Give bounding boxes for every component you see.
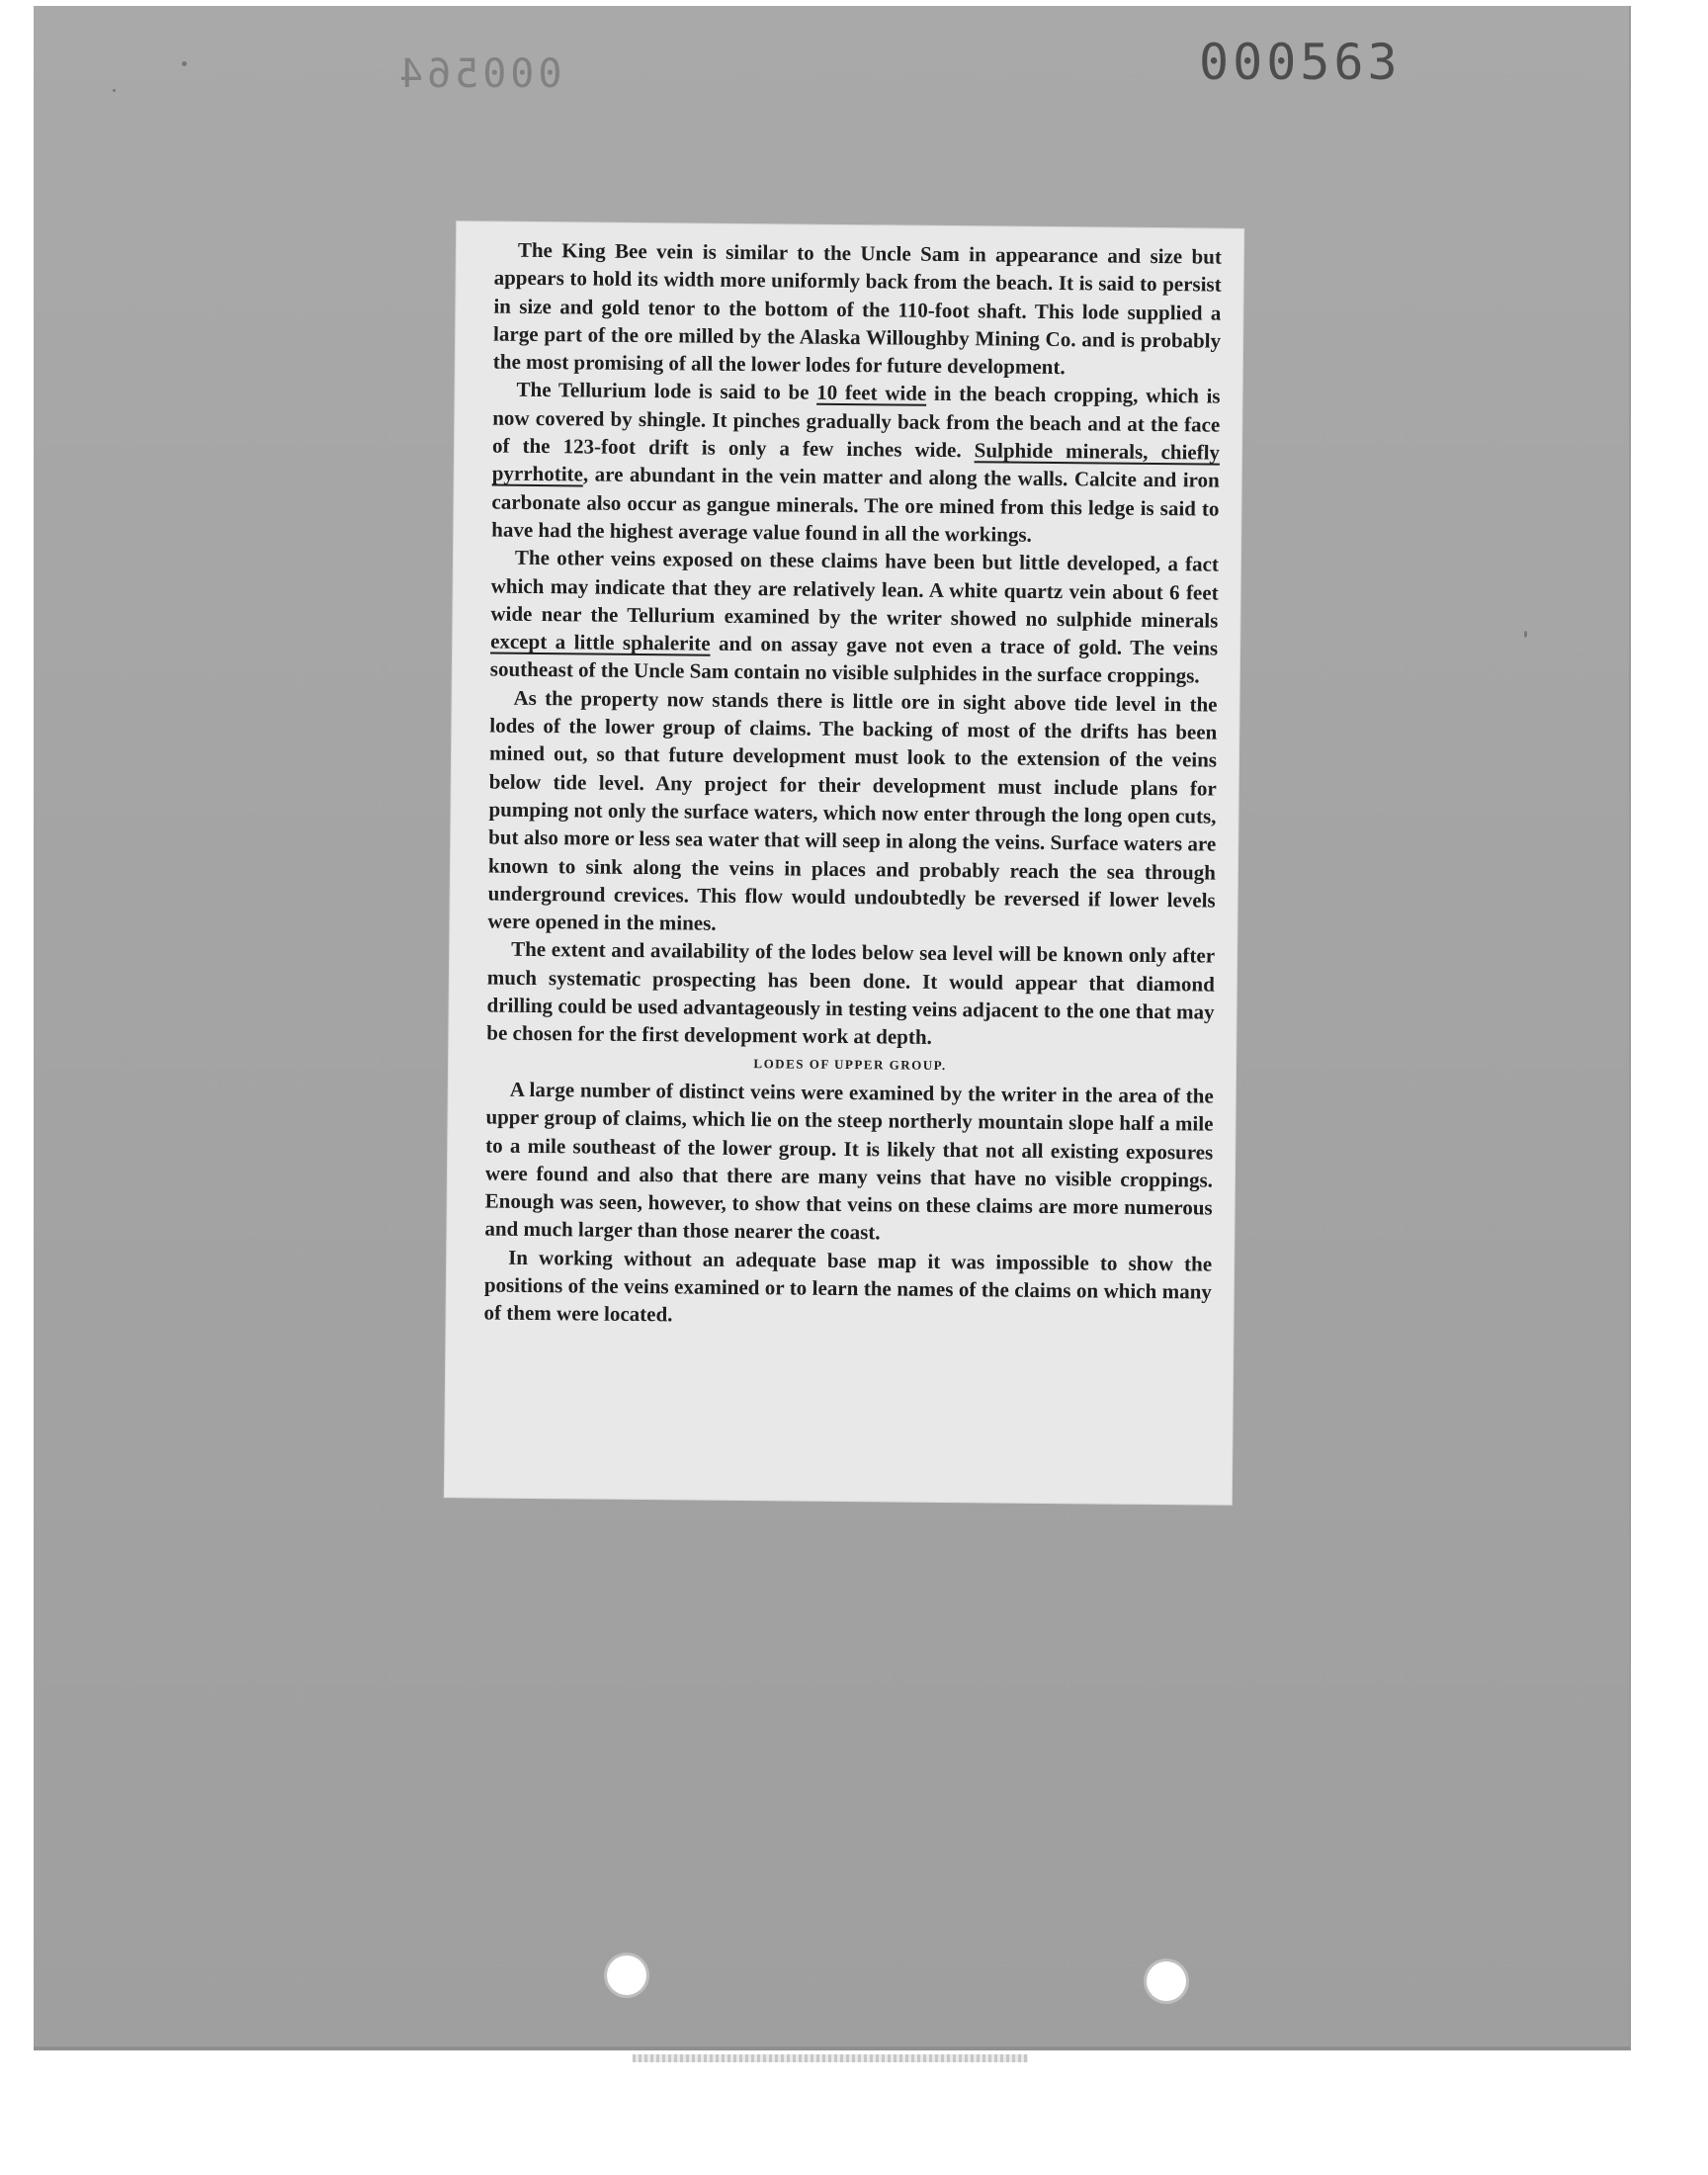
paragraph-group-upper-lodes <box>483 1075 1213 1334</box>
printed-clipping <box>445 221 1243 1505</box>
paragraph <box>483 1243 1212 1334</box>
paragraph <box>493 236 1222 384</box>
text-run: The King Bee vein is similar to the Uncle Sam in appearance and size but appears to hold its width more uniformly back from the beach. It is said to persist in size and gold tenor to the bottom of the 110-foot shaft. This lode supplied a large part of the ore milled by the Alaska Willoughby Mining Co. and is probably the most promising of all the lower lodes for future development. <box>492 237 1223 380</box>
text-run: , are abundant in the vein matter and along the walls. Calcite and iron carbonate also occur as gangue minerals. The ore mined from this ledge is said to have had the highest average value found in all the workings. <box>491 462 1220 547</box>
punch-hole-left <box>607 1956 646 1995</box>
text-run: As the property now stands there is little ore in sight above tide level in the lodes of the lower group of claims. The backing of most of the drifts has been mined out, so that future development must look to the extension of the veins below tide level. Any project for their development must include plans for pumping not only the surface waters, which now enter through the long open cuts, but also more or less sea water that will seep in along the veins. Surface waters are known to sink along the veins in places and probably reach the sea through underground crevices. This flow would undoubtedly be reversed if lower levels were opened in the mines. <box>487 685 1218 935</box>
text-run: in the beach cropping, which is now covered by shingle. It pinches gradually back from the beach and at the face of the 123-foot drift is only a few inches wide. <box>491 382 1221 463</box>
scan-edge-artifact <box>633 2054 1028 2062</box>
punch-hole-right <box>1147 1961 1186 2001</box>
text-run: A large number of distinct veins were examined by the writer in the area of the upper group of claims, which lie on the steep northerly mountain slope half a mile to a mile southeast of the lower group. It is likely that not all existing exposures were found and also that there are many veins that have no visible croppings. Enough was seen, however, to show that veins on these claims are more numerous and much larger than those nearer the coast. <box>484 1077 1214 1245</box>
paragraph <box>484 1075 1214 1250</box>
paragraph-group-lower-lodes <box>486 236 1222 1055</box>
page-number-stamp: 000563 <box>1199 34 1402 91</box>
section-heading: LODES OF UPPER GROUP. <box>753 1055 947 1073</box>
text-run: In working without an adequate base map it was impossible to show the positions of the veins examined or to learn the names of the claims on which many of them were located. <box>483 1245 1213 1327</box>
dust-speck <box>182 61 187 66</box>
text-run: and on assay gave not even a trace of gold. The veins southeast of the Uncle Sam contain no visible sulphides in the surface croppings. <box>489 631 1219 688</box>
text-run: The Tellurium lode is said to be <box>516 378 817 405</box>
underlined-phrase: except a little sphalerite <box>490 629 711 655</box>
paragraph <box>491 376 1221 551</box>
paragraph <box>487 683 1217 942</box>
text-run: The extent and availability of the lodes below sea level will be known only after much systematic prospecting has been done. It would appear that diamond drilling could be used advantageously in testing veins adjacent to the one that may be chosen for the first development work at depth. <box>486 937 1216 1050</box>
underlined-phrase: Sulphide minerals, chiefly pyrrhotite <box>491 438 1221 486</box>
underlined-phrase: 10 feet wide <box>816 381 927 406</box>
dust-speck <box>113 89 116 92</box>
clipping-text <box>483 236 1222 1335</box>
paragraph <box>486 935 1215 1054</box>
text-run: The other veins exposed on these claims have been but little developed, a fact which may indicate that they are relatively lean. A white quartz vein about 6 feet wide near the Tellurium examined by the writer showed no sulphide minerals <box>490 546 1220 633</box>
mirrored-page-number-stamp: 000564 <box>395 51 562 97</box>
paragraph <box>490 544 1219 691</box>
dust-speck <box>1524 631 1527 638</box>
